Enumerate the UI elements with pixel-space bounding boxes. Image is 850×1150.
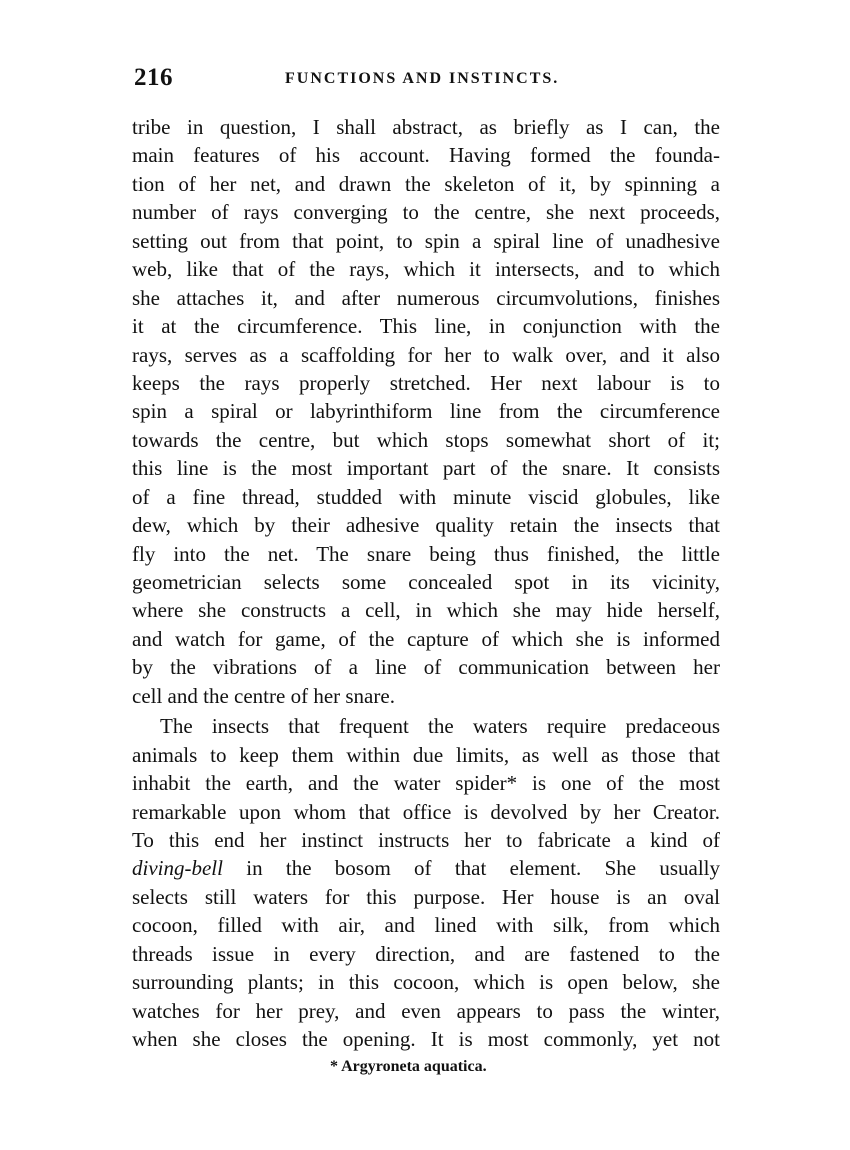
text-line: rays, serves as a scaffolding for her to walk over, and it also bbox=[132, 342, 720, 367]
running-title: FUNCTIONS AND INSTINCTS. bbox=[285, 70, 560, 87]
text-line: it at the circumference. This line, in conjunction with the bbox=[132, 314, 720, 339]
text-line: geometrician selects some concealed spot in its vicinity, bbox=[132, 570, 720, 594]
text-line: she attaches it, and after numerous circumvolutions, finishes bbox=[132, 285, 720, 310]
text-line: number of rays converging to the centre, she next proceeds, bbox=[132, 200, 720, 225]
text-line: when she closes the opening. It is most commonly, yet not bbox=[132, 1027, 720, 1051]
text-line: selects still waters for this purpose. Her house is an oval bbox=[132, 884, 720, 909]
text-line: where she constructs a cell, in which she may hide herself, bbox=[132, 598, 720, 623]
text-line: towards the centre, but which stops somewhat short of it; bbox=[132, 427, 720, 452]
text-line: animals to keep them within due limits, as well as those that bbox=[132, 742, 720, 767]
text-line: fly into the net. The snare being thus finished, the little bbox=[132, 541, 720, 566]
text-line: setting out from that point, to spin a spiral line of unadhesive bbox=[132, 228, 720, 253]
text-line: surrounding plants; in this cocoon, which is open below, she bbox=[132, 970, 720, 995]
text-line: web, like that of the rays, which it intersects, and to which bbox=[132, 257, 720, 282]
text-line: remarkable upon whom that office is devolved by her Creator. bbox=[132, 799, 720, 824]
text-line: this line is the most important part of the snare. It consists bbox=[132, 456, 720, 481]
text-line: dew, which by their adhesive quality retain the insects that bbox=[132, 513, 720, 538]
text-line: and watch for game, of the capture of which she is informed bbox=[132, 626, 720, 651]
text-line: tribe in question, I shall abstract, as briefly as I can, the bbox=[132, 115, 720, 139]
footnote: * Argyroneta aquatica. bbox=[330, 1058, 487, 1075]
running-head bbox=[134, 64, 720, 98]
text-line: watches for her prey, and even appears to pass the winter, bbox=[132, 998, 720, 1023]
text-line bbox=[132, 854, 720, 882]
text-line: The insects that frequent the waters require predaceous bbox=[160, 714, 720, 739]
page-number: 216 bbox=[134, 64, 173, 91]
text-line: threads issue in every direction, and are fastened to the bbox=[132, 941, 720, 966]
text-line: cell and the centre of her snare. bbox=[132, 683, 395, 708]
text-line: tion of her net, and drawn the skeleton of it, by spinning a bbox=[132, 171, 720, 196]
text-line: inhabit the earth, and the water spider* is one of the most bbox=[132, 771, 720, 796]
text-line: cocoon, filled with air, and lined with silk, from which bbox=[132, 913, 720, 938]
italic-term: diving-bell bbox=[132, 856, 223, 881]
text-line: of a fine thread, studded with minute viscid globules, like bbox=[132, 484, 720, 509]
text-line: main features of his account. Having formed the founda- bbox=[132, 143, 720, 168]
text-line: spin a spiral or labyrinthiform line from the circumference bbox=[132, 399, 720, 424]
text-line: To this end her instinct instructs her to fabricate a kind of bbox=[132, 827, 720, 852]
body-text bbox=[132, 113, 720, 1053]
text-line: by the vibrations of a line of communication between her bbox=[132, 655, 720, 680]
text-line: keeps the rays properly stretched. Her next labour is to bbox=[132, 370, 720, 395]
text-line-rest: in the bosom of that element. She usually bbox=[222, 856, 720, 881]
